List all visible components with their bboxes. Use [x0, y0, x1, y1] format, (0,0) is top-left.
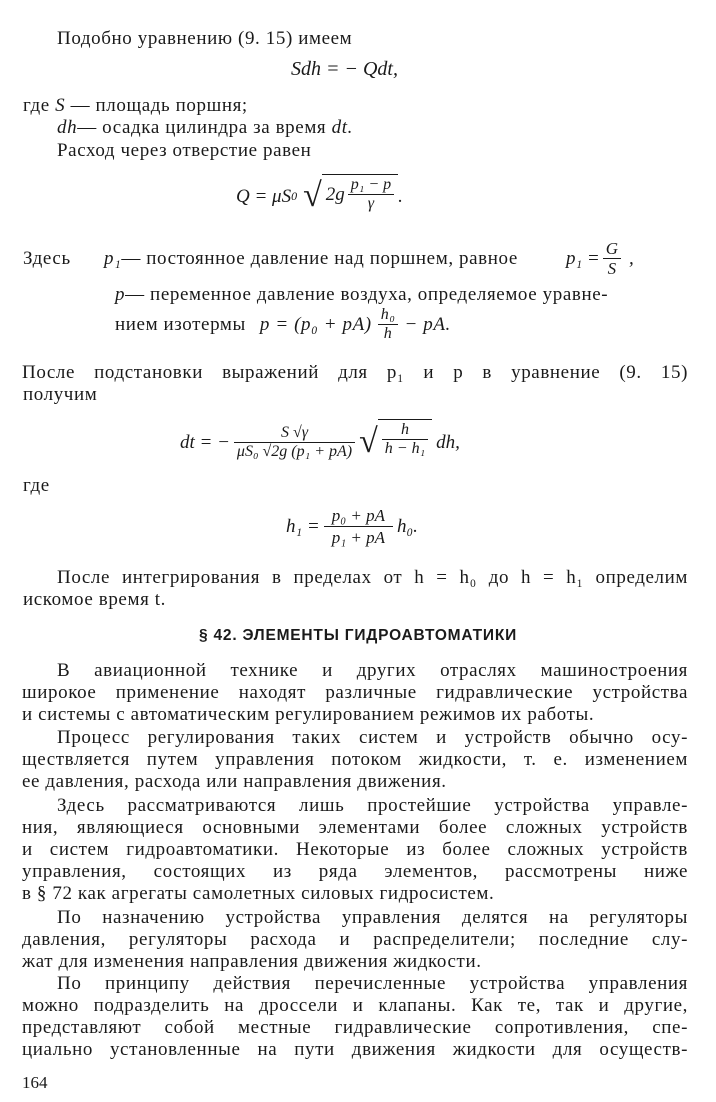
formula-q-num: p₁ − p	[348, 177, 394, 195]
symbol-s: S	[55, 95, 66, 116]
symbol-p1: p₁	[104, 248, 122, 269]
isotherm-num: h₀	[378, 307, 399, 325]
formula-q-sub: 0	[291, 189, 298, 203]
paragraph-line: ществляется путем управления потоком жидкости, т. е. изменением	[22, 749, 688, 770]
p-def-text: — переменное давление воздуха, определяемое уравне-	[125, 284, 609, 305]
symbol-dh: dh	[57, 117, 78, 138]
symbol-dt: dt.	[331, 117, 353, 138]
formula-q	[236, 166, 403, 226]
radical-sign: √	[303, 177, 322, 214]
paragraph-line: жат для изменения направления движения жидкости.	[22, 951, 482, 972]
isotherm-tail: − pA.	[404, 313, 451, 335]
p1-fraction	[603, 240, 621, 277]
paragraph-line: представляют собой местные гидравлические сопротивления, спе-	[22, 1017, 688, 1038]
isotherm-formula: p = (p₀ + pA)	[259, 313, 372, 335]
p1-end: ,	[628, 247, 634, 269]
formula-h1-num: p₀ + pA	[324, 507, 393, 527]
paragraph-line: давления, регуляторы расхода и распределители; последние слу-	[22, 929, 688, 950]
paragraph-line: По принципу действия перечисленные устройства управления	[57, 973, 688, 994]
paragraph-line: можно подразделить на дроссели и клапаны. Как те, так и другие,	[22, 995, 688, 1016]
page-number: 164	[22, 1073, 48, 1092]
paragraph-line: Процесс регулирования таких систем и устройств обычно осу-	[57, 727, 688, 748]
where-word: где	[23, 95, 50, 116]
where-s-line	[23, 96, 248, 115]
formula-dt-den: μS₀ √2g (p₁ + pA)	[236, 442, 353, 460]
p1-def	[104, 249, 518, 268]
formula-h1-lhs: h₁ =	[286, 515, 320, 537]
equation-sdh: Sdh = − Qdt,	[291, 58, 398, 80]
formula-dt-num: S √γ	[234, 425, 355, 443]
formula-dt-lhs: dt = −	[180, 431, 230, 453]
flow-line: Расход через отверстие равен	[57, 140, 312, 161]
paragraph-line: В авиационной технике и других отраслях машиностроения	[57, 660, 688, 681]
paragraph-line: в § 72 как агрегаты самолетных силовых гидросистем.	[22, 883, 495, 904]
isotherm-line	[115, 302, 451, 346]
formula-h1	[286, 498, 418, 554]
formula-h1-fraction	[324, 507, 393, 546]
formula-h1-tail: h₀.	[396, 515, 418, 537]
intro-line: Подобно уравнению (9. 15) имеем	[57, 28, 353, 49]
after-subst-line2: получим	[23, 384, 98, 405]
formula-dt-h-fraction	[382, 422, 428, 457]
paragraph-line: Здесь рассматриваются лишь простейшие устройства управле-	[57, 795, 688, 816]
p1-formula	[566, 236, 634, 280]
formula-q-fraction	[348, 177, 394, 212]
paragraph-line: ее давления, расхода или направления движения.	[22, 771, 447, 792]
after-int-line2: искомое время t.	[23, 589, 166, 610]
p1-den: S	[607, 258, 617, 278]
formula-h1-den: p₁ + pA	[331, 527, 385, 547]
formula-q-g: 2g	[325, 184, 345, 205]
where-s-text: — площадь поршня;	[70, 95, 248, 116]
paragraph-line: широкое применение находят различные гидравлические устройства	[22, 682, 688, 703]
paragraph-line: и систем гидроавтоматики. Некоторые из более сложных устройств	[22, 839, 688, 860]
p1-formula-lhs: p₁ =	[566, 247, 600, 269]
p1-num: G	[603, 240, 621, 259]
radicand	[322, 174, 398, 212]
isotherm-den: h	[383, 324, 393, 342]
paragraph-line: управления, состоящих из ряда элементов, рассмотрены ниже	[22, 861, 688, 882]
paragraph-line: циально установленные на пути движения жидкости для осуществ-	[22, 1039, 688, 1060]
where-dh-line	[57, 118, 353, 137]
paragraph-line: и системы с автоматическим регулированием режимов их работы.	[22, 704, 595, 725]
radical-sign-dt: √	[359, 423, 378, 460]
formula-dt-rden: h − h₁	[384, 440, 426, 457]
where-label-2: где	[23, 475, 50, 496]
formula-q-den: γ	[367, 195, 375, 212]
after-subst-line: После подстановки выражений для p₁ и p в уравнение (9. 15)	[22, 362, 688, 383]
formula-dt	[180, 410, 460, 474]
where-dh-text: — осадка цилиндра за время	[77, 117, 327, 138]
here-label: Здесь	[23, 248, 71, 269]
formula-q-end: .	[398, 185, 403, 207]
formula-dt-tail: dh,	[436, 431, 460, 453]
p1-def-text: — постоянное давление над поршнем, равное	[121, 248, 518, 269]
formula-dt-fraction	[234, 425, 355, 460]
paragraph-line: ния, являющиеся основными элементами более сложных устройств	[22, 817, 688, 838]
formula-dt-rnum: h	[382, 422, 428, 440]
radicand-dt	[378, 419, 432, 457]
paragraph-line: По назначению устройства управления делятся на регуляторы	[57, 907, 688, 928]
formula-q-lhs: Q = μS	[236, 185, 292, 207]
symbol-p: p	[115, 284, 126, 305]
isotherm-text: нием изотермы	[115, 313, 246, 335]
section-heading: § 42. ЭЛЕМЕНТЫ ГИДРОАВТОМАТИКИ	[198, 627, 518, 644]
after-int-line: После интегрирования в пределах от h = h₀ до h = h₁ определим	[57, 567, 688, 588]
isotherm-fraction	[378, 307, 399, 342]
